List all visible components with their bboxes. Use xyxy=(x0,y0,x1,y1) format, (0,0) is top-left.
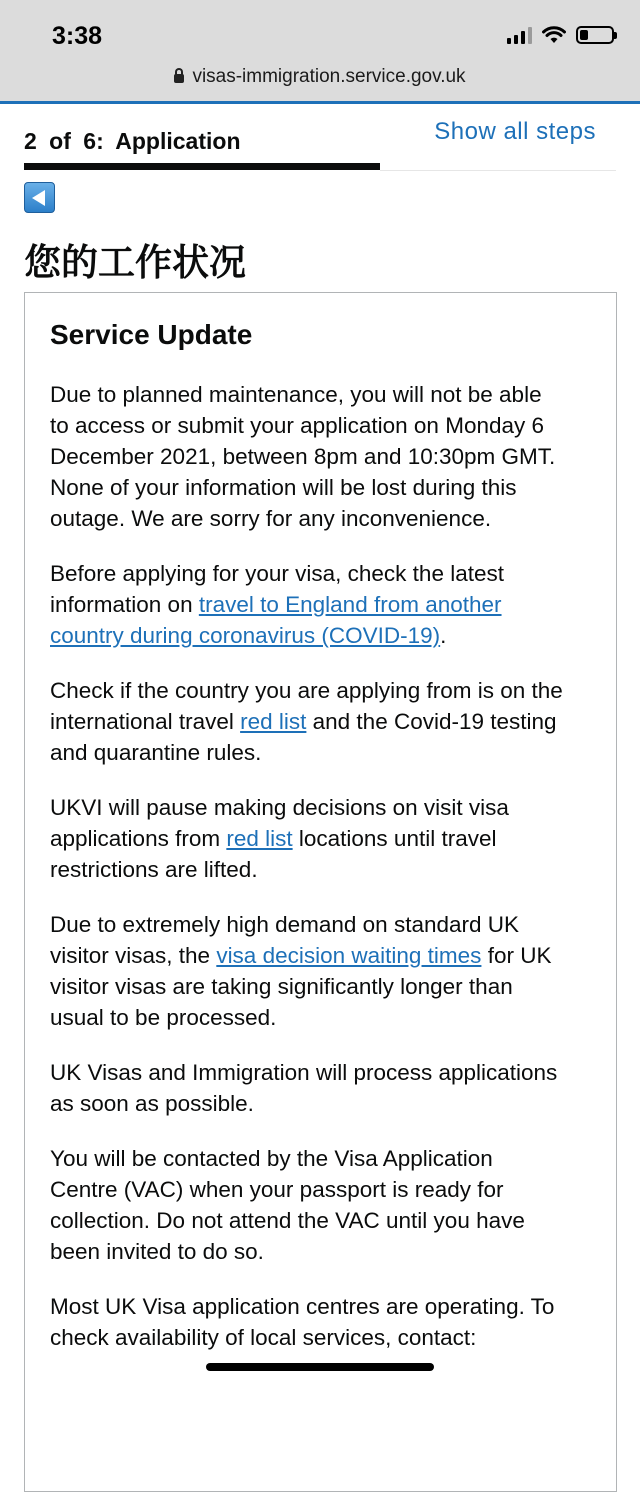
battery-icon xyxy=(576,26,614,44)
service-update-heading: Service Update xyxy=(50,319,253,350)
wifi-icon xyxy=(542,26,566,44)
maintenance-paragraph: Due to planned maintenance, you will not be able to access or submit your application on Monday 6 December 2021, between 8pm and 10:30pm GMT. None of your information will be lost during this outage. We are sorry for any inconvenience. xyxy=(50,382,556,531)
back-arrow-icon xyxy=(32,190,45,206)
status-icons xyxy=(507,26,614,44)
home-indicator[interactable] xyxy=(206,1363,434,1371)
red-list-link-2[interactable]: red list xyxy=(226,826,293,851)
waiting-times-paragraph: Due to extremely high demand on standard UK visitor visas, the visa decision waiting times for UK visitor visas are taking significantly longer than usual to be processed. xyxy=(50,912,552,1030)
processing-paragraph: UK Visas and Immigration will process applications as soon as possible. xyxy=(50,1060,558,1116)
red-list-paragraph: Check if the country you are applying from is on the international travel red list and the Covid-19 testing and quarantine rules. xyxy=(50,678,563,765)
status-bar xyxy=(0,0,640,104)
covid-travel-link[interactable]: travel to England from another country during coronavirus (COVID-19) xyxy=(50,592,502,648)
status-time: 3:38 xyxy=(52,22,103,50)
covid-travel-paragraph: Before applying for your visa, check the latest information on travel to England from another country during coronavirus (COVID-19). xyxy=(50,561,504,648)
step-progress-bar xyxy=(24,163,380,170)
ukvi-pause-paragraph: UKVI will pause making decisions on visit visa applications from red list locations until travel restrictions are lifted. xyxy=(50,795,509,882)
service-update-panel xyxy=(24,292,617,1492)
step-indicator: 2 of 6: Application xyxy=(24,128,241,154)
page-title: 您的工作状况 xyxy=(24,241,246,284)
step-progress-track xyxy=(380,170,616,171)
vac-operating-paragraph: Most UK Visa application centres are operating. To check availability of local services, contact: xyxy=(50,1294,555,1350)
red-list-link[interactable]: red list xyxy=(240,709,307,734)
vac-contact-paragraph: You will be contacted by the Visa Application Centre (VAC) when your passport is ready for collection. Do not attend the VAC until you have been invited to do so. xyxy=(50,1146,525,1264)
lock-icon xyxy=(174,74,184,83)
url-text: visas-immigration.service.gov.uk xyxy=(192,66,466,87)
show-all-steps-link[interactable]: Show all steps xyxy=(434,118,596,145)
cellular-signal-icon xyxy=(507,26,532,44)
address-bar[interactable] xyxy=(0,66,640,88)
back-button[interactable] xyxy=(24,182,55,213)
visa-waiting-times-link[interactable]: visa decision waiting times xyxy=(216,943,482,968)
